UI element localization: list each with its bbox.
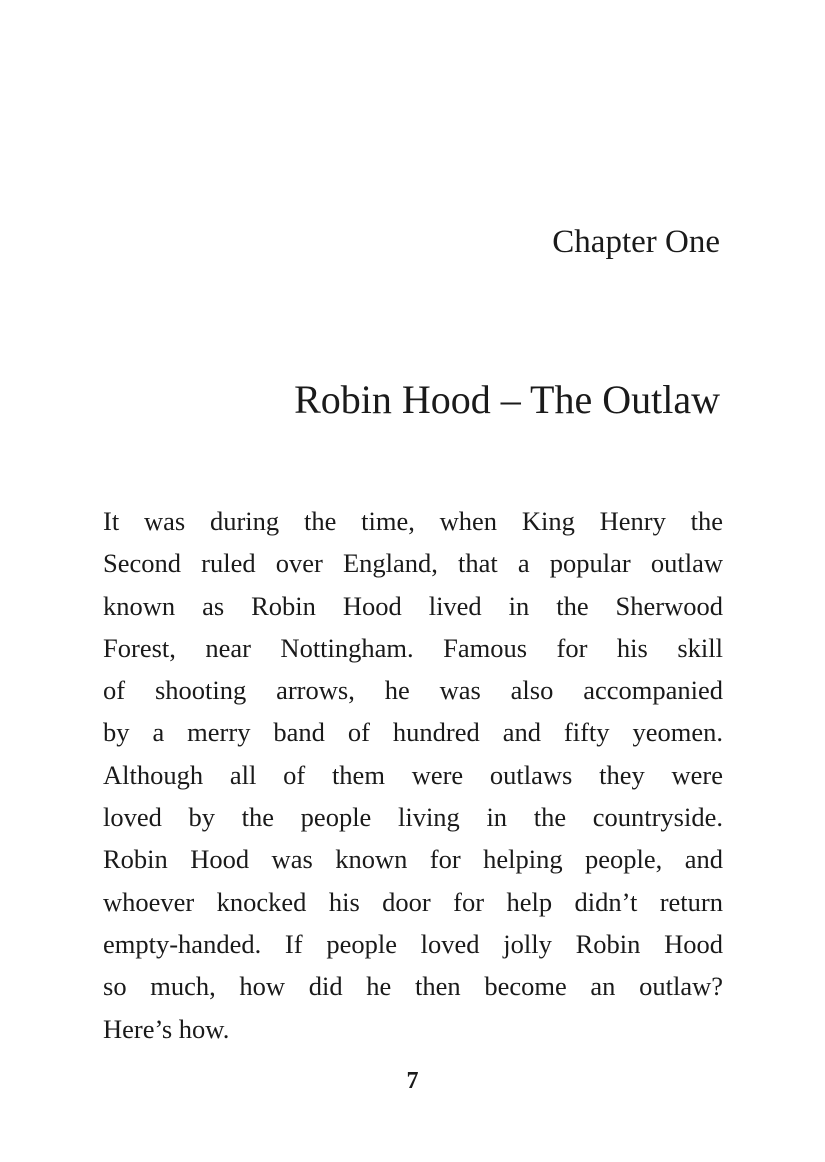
paragraph-line: known as Robin Hood lived in the Sherwood (103, 590, 723, 621)
paragraph-line: loved by the people living in the countryside. (103, 802, 723, 833)
paragraph-line: Here’s how. (103, 1013, 230, 1044)
chapter-title: Robin Hood – The Outlaw (294, 377, 720, 422)
paragraph-line: Forest, near Nottingham. Famous for his skill (103, 632, 723, 663)
paragraph-line: of shooting arrows, he was also accompanied (103, 675, 723, 706)
paragraph-line: by a merry band of hundred and fifty yeomen. (103, 717, 723, 748)
paragraph-line: empty-handed. If people loved jolly Robin Hood (103, 928, 723, 959)
body-paragraph (103, 500, 723, 1050)
paragraph-line: Although all of them were outlaws they were (103, 759, 723, 790)
page-number: 7 (406, 1068, 419, 1094)
paragraph-line: Second ruled over England, that a popular outlaw (103, 548, 723, 579)
paragraph-line: whoever knocked his door for help didn’t return (103, 886, 723, 917)
paragraph-line: It was during the time, when King Henry the (103, 506, 723, 536)
paragraph-line: so much, how did he then become an outlaw? (103, 971, 723, 1002)
chapter-label: Chapter One (552, 224, 720, 260)
paragraph-line: Robin Hood was known for helping people, and (103, 844, 723, 875)
